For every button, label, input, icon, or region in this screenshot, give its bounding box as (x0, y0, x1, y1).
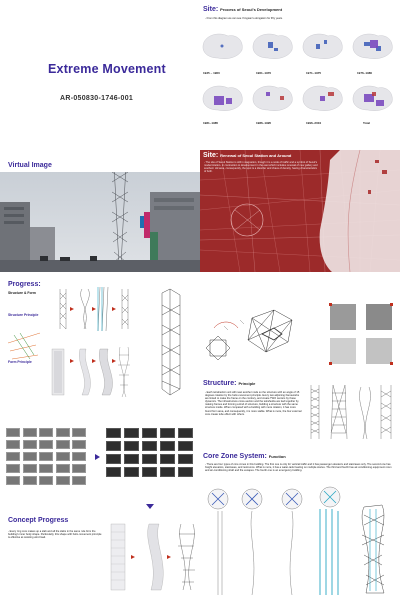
slab-tile (178, 454, 193, 464)
slab-tile (39, 464, 53, 473)
slab-tile (178, 467, 193, 477)
slab-tile (56, 476, 70, 485)
slab-tile (124, 441, 139, 451)
period-label: Total (363, 121, 370, 125)
site-note: - From this diagram we can see Yongsan's elongation for fifty years. (205, 17, 283, 20)
slab-tile (124, 454, 139, 464)
core-zone-diagrams (200, 485, 400, 597)
structure-towers (305, 383, 395, 443)
slab-tile (72, 464, 86, 473)
slab-tile (39, 452, 53, 461)
renewal-text-block (200, 150, 400, 180)
project-title: Extreme Movement (48, 62, 166, 76)
renewal-heading: Site: Renewal of Seoul Station and Around (203, 152, 292, 159)
structure-heading: Structure: Principle (203, 380, 256, 387)
core-heading: Core Zone System: Function (203, 453, 286, 460)
slab-tile (23, 428, 37, 437)
slab-tile (106, 467, 121, 477)
renewal-text: - The site of Seoul Station is still in stagnation, though it is a node of traffic and a symbol of Seoul's modernization. In contraction to development in the east which includes renewal of new gallery and southern old area, consequently, the spot is a disorder and chaos of density, having characteristics of both. (204, 161, 318, 174)
maps-drawing (200, 26, 400, 130)
structure-principle-label: Structure Principle (8, 313, 39, 317)
site-heading: Site: Process of Seoul's Development (203, 6, 283, 13)
slab-tile (160, 441, 175, 451)
period-label: 1986~1995 (256, 121, 272, 125)
period-label: 1935 ~ 1960 (203, 71, 220, 75)
slab-tile (72, 452, 86, 461)
slab-tile (72, 476, 86, 485)
slab-tile (23, 464, 37, 473)
slab-tile (72, 440, 86, 449)
slab-tile (106, 454, 121, 464)
period-label: 1961~1970 (256, 71, 272, 75)
core-text: - There are four types of core zones in this building. The first one is only for vertical traffic and it has passenger elevators and staircases only. The second one has freight elevators, staircases, and restrooms. What is more, it has a water-tank heating on multiple stories. The third and fourth has air-conditioning equipment room and air-conditioning shaft and fire escapes. The fourth one is an emergency building. (205, 463, 392, 473)
progress-heading: Progress: (8, 281, 41, 288)
virtual-image-photo (0, 172, 200, 272)
slab-tile (39, 440, 53, 449)
slab-tile (56, 440, 70, 449)
slab-tile (56, 452, 70, 461)
concept-towers (105, 522, 205, 594)
seoul-development-maps (200, 26, 400, 130)
structure-diagrams (200, 290, 400, 370)
structure-text: - Each tetrahedron unit will meet another node so the structure with an angle of 15 degrees rotation by the helix-movement principle. Every two adjoining frameworks are linked to make the frame on the contrary, and create TWO centers by these dynamics. The infrastructure cross-section and the tetrahedra are tied together by making frames and forming a kind of structure, building a structure with the same structure inside. When compared with a building with more rotation, it has more found form area, and consequently, it is more stable. What is more, the four external core create tube effect with others. (205, 391, 302, 416)
slab-tile (56, 464, 70, 473)
form-principle-label: Form Principle (8, 360, 32, 364)
slab-tile (160, 428, 175, 438)
period-label: 1971~1975 (306, 71, 322, 75)
slab-tile (178, 441, 193, 451)
slab-tile (106, 441, 121, 451)
period-label: 1981~1985 (203, 121, 219, 125)
slab-tile (160, 454, 175, 464)
period-label: 1996~2004 (306, 121, 322, 125)
slab-tile (178, 428, 193, 438)
slab-tile (6, 452, 20, 461)
slab-tile (142, 454, 157, 464)
project-code: AR-050830-1746-001 (60, 95, 134, 102)
slab-tile (160, 467, 175, 477)
slab-tile (6, 464, 20, 473)
slab-tile-grids (6, 428, 196, 498)
slab-tile (72, 428, 86, 437)
slab-tile (39, 428, 53, 437)
slab-tile (142, 467, 157, 477)
slab-tile (106, 428, 121, 438)
slab-tile (6, 428, 20, 437)
slab-tile (142, 441, 157, 451)
progress-subtitle: Structure & Form (8, 291, 36, 295)
slab-tile (142, 428, 157, 438)
progress-diagrams (0, 285, 200, 405)
slab-tile (6, 440, 20, 449)
slab-tile (6, 476, 20, 485)
concept-text: - Every ring core makes up a slab and all the slabs in the same rule form the building's inner body shape. Particularly, this shape with helix-movement principle is effective at resisting wind load. (8, 530, 102, 540)
slab-tile (23, 476, 37, 485)
slab-tile (124, 467, 139, 477)
virtual-image-heading: Virtual Image (8, 162, 52, 169)
slab-tile (56, 428, 70, 437)
period-label: 1976~1980 (357, 71, 373, 75)
slab-tile (39, 476, 53, 485)
slab-tile (23, 452, 37, 461)
arrow-right-icon (95, 454, 100, 460)
concept-heading: Concept Progress (8, 517, 69, 524)
arrow-down-icon (146, 504, 154, 509)
slab-tile (23, 440, 37, 449)
slab-tile (124, 428, 139, 438)
street-rendering (0, 172, 200, 272)
